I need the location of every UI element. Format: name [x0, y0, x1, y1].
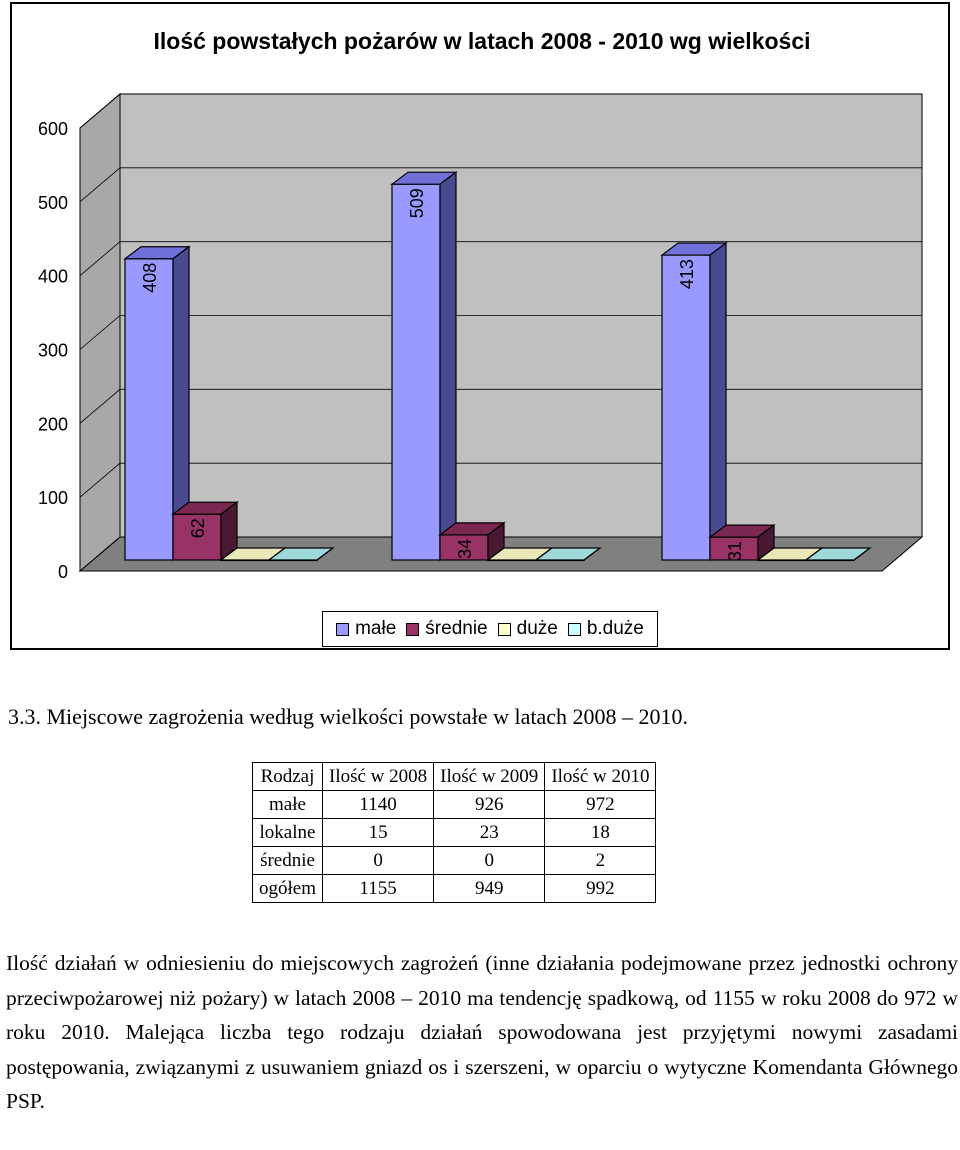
table-cell: ogółem — [253, 875, 323, 903]
bar — [125, 259, 173, 560]
legend-label-duze: duże — [516, 618, 558, 639]
legend-swatch-duze — [498, 623, 511, 636]
y-tick-label: 300 — [37, 340, 68, 361]
chart-frame — [10, 2, 950, 650]
table-cell: 949 — [434, 875, 545, 903]
table-header-row — [253, 763, 656, 791]
data-label: 408 — [140, 262, 160, 293]
y-tick-label: 600 — [37, 119, 68, 139]
table-cell: średnie — [253, 847, 323, 875]
table-cell: 0 — [434, 847, 545, 875]
data-label: 34 — [455, 538, 475, 559]
legend-item-duze — [498, 618, 558, 640]
bar — [392, 184, 440, 560]
table-cell: 1140 — [323, 791, 434, 819]
legend-item-male — [336, 618, 396, 640]
table-cell: 1155 — [323, 875, 434, 903]
y-tick-label: 400 — [37, 266, 68, 287]
bar — [662, 255, 710, 560]
legend-swatch-bduze — [568, 623, 581, 636]
table-header-cell: Ilość w 2010 — [545, 763, 656, 791]
table-header-cell: Ilość w 2008 — [323, 763, 434, 791]
y-tick-label: 500 — [37, 192, 68, 213]
data-table — [252, 762, 656, 903]
table-cell: lokalne — [253, 819, 323, 847]
y-tick-label: 0 — [57, 562, 68, 582]
table-cell: 15 — [323, 819, 434, 847]
legend-item-bduze — [568, 618, 644, 640]
table-cell: 926 — [434, 791, 545, 819]
table-cell: 972 — [545, 791, 656, 819]
legend-item-srednie — [406, 618, 487, 640]
bar-side — [710, 243, 726, 560]
table-cell: 18 — [545, 819, 656, 847]
legend-label-male: małe — [355, 618, 397, 639]
legend-swatch-srednie — [406, 623, 419, 636]
data-label: 413 — [677, 259, 697, 290]
data-label: 31 — [725, 541, 745, 562]
table-row — [253, 847, 656, 875]
data-label: 509 — [407, 188, 427, 219]
y-tick-label: 200 — [37, 414, 68, 435]
table-header-cell: Ilość w 2009 — [434, 763, 545, 791]
table-cell: małe — [253, 791, 323, 819]
legend-label-bduze: b.duże — [586, 618, 644, 639]
data-label: 62 — [188, 518, 208, 539]
chart-legend — [322, 611, 658, 647]
table-row — [253, 791, 656, 819]
section-heading: 3.3. Miejscowe zagrożenia według wielkości powstałe w latach 2008 – 2010. — [8, 704, 688, 729]
legend-swatch-male — [336, 623, 349, 636]
legend-label-srednie: średnie — [425, 618, 488, 639]
table-cell: 992 — [545, 875, 656, 903]
table-cell: 0 — [323, 847, 434, 875]
body-paragraph: Ilość działań w odniesieniu do miejscowych zagrożeń (inne działania podejmowane przez jednostki ochrony przeciwpożarowej niż pożary) w latach 2008 – 2010 ma tendencję spadkową, od 1155 w roku 2008 do 972 w roku 2010. Malejąca liczba tego rodzaju działań spowodowana jest przyjętymi nowymi zasadami postępowania, związanymi z usuwaniem gniazd os i szerszeni, w oparciu o wytyczne Komendanta Głównego PSP. — [6, 951, 958, 1113]
table-cell: 23 — [434, 819, 545, 847]
y-tick-label: 100 — [37, 488, 68, 509]
table-cell: 2 — [545, 847, 656, 875]
bar-chart — [12, 4, 948, 648]
bar-side — [440, 172, 456, 560]
table-header-cell: Rodzaj — [253, 763, 323, 791]
table-row — [253, 875, 656, 903]
table-row — [253, 819, 656, 847]
chart-title: Ilość powstałych pożarów w latach 2008 - 2010 wg wielkości — [153, 28, 811, 54]
